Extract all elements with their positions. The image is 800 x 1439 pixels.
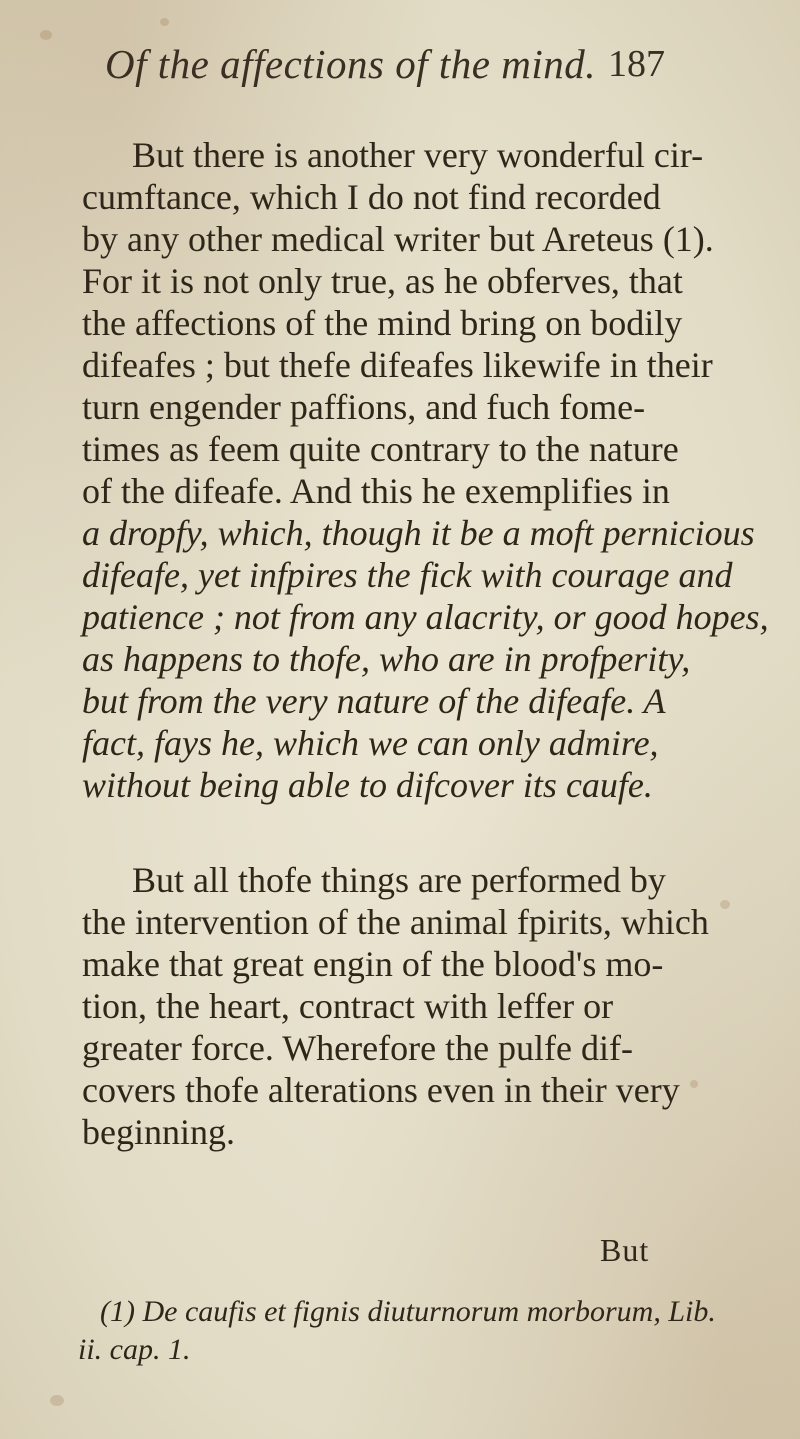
foxing-spot (160, 18, 169, 26)
paragraph-1-line: cumftance, which I do not find recorded (82, 177, 661, 217)
paragraph-2-line: the intervention of the animal fpirits, which (82, 902, 709, 942)
paragraph-1-line: But there is another very wonderful cir- (132, 135, 704, 175)
foxing-spot (720, 900, 730, 909)
footnote-line: ii. cap. 1. (78, 1333, 191, 1366)
foxing-spot (40, 30, 52, 40)
paragraph-1-italic-line: but from the very nature of the difeafe. A (82, 681, 666, 721)
paragraph-1-italic-line: difeafe, yet infpires the fick with courage and (82, 555, 733, 595)
paragraph-1-italic-line: patience ; not from any alacrity, or good hopes, (82, 597, 769, 637)
paragraph-1-line: the affections of the mind bring on bodily (82, 303, 683, 343)
paragraph-2-line: tion, the heart, contract with leffer or (82, 986, 614, 1026)
foxing-spot (690, 1080, 698, 1088)
catchword: But (600, 1232, 650, 1268)
footnote-line: (1) De caufis et fignis diuturnorum morborum, Lib. (100, 1295, 716, 1328)
paragraph-2-line: make that great engin of the blood's mo- (82, 944, 664, 984)
paragraph-1-line: times as feem quite contrary to the nature (82, 429, 679, 469)
paragraph-1-italic-line: without being able to difcover its caufe. (82, 765, 653, 805)
paragraph-1-italic-line: as happens to thofe, who are in profperity, (82, 639, 691, 679)
paragraph-1-line: For it is not only true, as he obferves, that (82, 261, 683, 301)
page-number: 187 (608, 43, 665, 85)
paragraph-2-line: covers thofe alterations even in their very (82, 1070, 680, 1110)
paragraph-1-line: turn engender paffions, and fuch fome- (82, 387, 646, 427)
paragraph-2-line: beginning. (82, 1112, 235, 1152)
paragraph-1-line: by any other medical writer but Areteus (1). (82, 219, 714, 259)
paragraph-2-line: greater force. Wherefore the pulfe dif- (82, 1028, 634, 1068)
paragraph-1-italic-line: a dropfy, which, though it be a moft pernicious (82, 513, 755, 553)
paragraph-1-line: of the difeafe. And this he exemplifies in (82, 471, 670, 511)
running-head: Of the affections of the mind. (105, 41, 596, 87)
paragraph-1-italic-line: fact, fays he, which we can only admire, (82, 723, 659, 763)
foxing-spot (50, 1395, 64, 1406)
paragraph-2-line: But all thofe things are performed by (132, 860, 666, 900)
page-header (0, 40, 800, 100)
paragraph-1-line: difeafes ; but thefe difeafes likewife in their (82, 345, 713, 385)
